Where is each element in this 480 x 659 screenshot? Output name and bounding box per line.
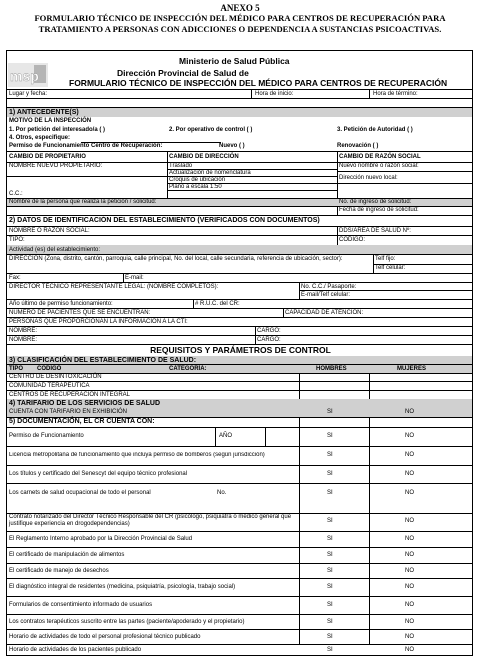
document-no: NO (405, 619, 414, 625)
document-no: NO (405, 518, 414, 524)
applicant-name-label: Nombre de la persona que realiza la petición / solicitud: (9, 199, 157, 205)
provincial-direction: Dirección Provincial de Salud de (117, 68, 249, 78)
section-5-title: 5) DOCUMENTACIÓN, EL CR CUENTA CON: (9, 418, 155, 425)
landline-label: Telf fijo: (375, 256, 396, 262)
document-no: NO (405, 433, 414, 439)
mobile-label: Telf celular: (375, 265, 406, 271)
document-yes: SI (327, 536, 333, 542)
motive-option-3: 3. Petición de Autoridad ( ) (337, 127, 413, 133)
document-yes: SI (327, 433, 333, 439)
document-yes: SI (327, 452, 333, 458)
document-row-label: El certificado de manejo de desechos (9, 568, 109, 574)
document-yes: SI (327, 552, 333, 558)
new-option: Nuevo ( ) (219, 143, 245, 149)
inspection-motive-heading: MOTIVO DE LA INSPECCIÓN (9, 118, 92, 124)
fax-label: Fax: (9, 275, 21, 281)
col-code: CÓDIGO (37, 366, 62, 372)
patients-count-label: NÚMERO DE PACIENTES QUE SE ENCUENTRAN: (9, 310, 151, 316)
document-yes: SI (327, 568, 333, 574)
document-row-label: Formularios de consentimiento informado de usuarios (9, 602, 153, 608)
requirements-title: REQUISITOS Y PARÁMETROS DE CONTROL (150, 345, 331, 355)
document-row-label: Los carnets de salud ocupacional de todo el personal (9, 490, 151, 496)
tariff-yes: SI (327, 409, 333, 415)
document-yes: SI (327, 602, 333, 608)
new-company-name-label: Nuevo nombre o razón social: (339, 163, 419, 169)
code-label: CÓDIGO: (339, 237, 366, 243)
transfer-label: Traslado (169, 163, 193, 169)
msp-logo-text: msp (10, 68, 39, 84)
classification-row: COMUNIDAD TERAPEUTICA (9, 383, 90, 389)
inspection-form (6, 50, 473, 656)
ruc-label: # R.U.C. del CR: (195, 301, 240, 307)
year-label: AÑO (219, 433, 233, 439)
address-label: DIRECCIÓN (Zona, distrito, cantón, parroquia, calle principal, No. del local, calle secundaria, referencia de ubicación, sector): (9, 256, 343, 262)
activities-label: Actividad (es) del establecimiento: (9, 247, 101, 253)
nomenclature-label: Actualización de nomenclatura (169, 170, 251, 176)
request-number-label: No. de ingreso de solicitud: (339, 199, 412, 205)
document-row-label: El certificado de manipulación de alimentos (9, 552, 125, 558)
document-no: NO (405, 602, 414, 608)
motive-option-1: 1. Por petición del interesado/a ( ) (9, 127, 106, 133)
document-no: NO (405, 536, 414, 542)
tariff-row-label: CUENTA CON TARIFARIO EN EXHIBICIÓN (9, 409, 128, 415)
last-permit-year-label: Año último de permiso funcionamiento: (9, 301, 113, 307)
document-row-label: Horario de actividades de los pacientes publicado (9, 647, 142, 653)
classification-row: CENTRO DE DESINTOXICACIÓN (9, 374, 102, 380)
location-sketch-label: Croquis de ubicación (169, 177, 226, 183)
type-label: TIPO: (9, 237, 25, 243)
section-1-title: 1) ANTECEDENTE(S) (9, 109, 79, 116)
document-no: NO (405, 647, 414, 653)
document-no: NO (405, 634, 414, 640)
col-type: TIPO (9, 366, 24, 372)
tariff-no: NO (405, 409, 414, 415)
classification-row: CENTROS DE RECUPERACIÓN INTEGRAL (9, 392, 131, 398)
col-women: MUJERES (397, 366, 427, 372)
capacity-label: CAPACIDAD DE ATENCIÓN: (285, 310, 364, 316)
renewal-option: Renovación ( ) (337, 143, 379, 149)
ci-label: C.C.: (9, 191, 23, 197)
section-4-title: 4) TARIFARIO DE LOS SERVICIOS DE SALUD (9, 400, 161, 407)
request-date-label: Fecha de ingreso de solicitud: (339, 207, 419, 213)
document-no: NO (405, 471, 414, 477)
number-label: No. (217, 490, 227, 496)
place-date-label: Lugar y fecha: (9, 91, 48, 97)
section-2-title: 2) DATOS DE IDENTIFICACIÓN DEL ESTABLECIMIENTO (VERIFICADOS CON DOCUMENTOS) (9, 217, 320, 224)
motive-option-2: 2. Por operativo de control ( ) (169, 127, 253, 133)
informant-1-name-label: NOMBRE: (9, 328, 38, 334)
document-yes: SI (327, 584, 333, 590)
col-category: CATEGORÍA: (169, 366, 207, 372)
change-company-name-heading: CAMBIO DE RAZÓN SOCIAL (339, 154, 421, 160)
plan-scale-label: Plano a escala 1:50 (169, 184, 222, 190)
document-yes: SI (327, 471, 333, 477)
document-yes: SI (327, 619, 333, 625)
document-no: NO (405, 584, 414, 590)
cti-info-label: PERSONAS QUE PROPORCIONAN LA INFORMACIÓN A LA CTI: (9, 319, 188, 325)
document-row-label: El diagnóstico integral de residentes (medicina, psiquiatría, psicología, trabajo social) (9, 584, 236, 590)
document-title-line-1: FORMULARIO TÉCNICO DE INSPECCIÓN DEL MÉDICO PARA CENTROS DE RECUPERACIÓN PARA (34, 13, 446, 23)
form-title: FORMULARIO TÉCNICO DE INSPECCIÓN DEL MÉDICO PARA CENTROS DE RECUPERACIÓN (69, 78, 448, 88)
informant-1-position-label: CARGO: (257, 328, 281, 334)
document-yes: SI (327, 634, 333, 640)
change-owner-heading: CAMBIO DE PROPIETARIO (9, 154, 86, 160)
document-row-label: Los contratos terapéuticos suscrito entre las partes (paciente/apoderado y el propietario) (9, 619, 245, 625)
email-label: E-mail: (125, 275, 144, 281)
document-row-label: Contrato notarizado del Director Técnico Responsable del CR (psicólogo, psiquiatra o médico general que justifique experiencia en drogodependencias) (9, 514, 292, 527)
informant-2-name-label: NOMBRE: (9, 337, 38, 343)
document-no: NO (405, 552, 414, 558)
ministry-name: Ministerio de Salud Pública (179, 56, 290, 66)
permit-label: Permiso de Funcionamiento Centro de Recuperación: (9, 143, 163, 149)
change-address-heading: CAMBIO DE DIRECCIÓN (169, 154, 239, 160)
id-passport-label: No. C.C./ Pasaporte: (301, 284, 357, 290)
document-row-label: Licencia metropolitana de funcionamiento que incluya permiso de bomberos (según jurisdicción) (9, 452, 265, 458)
document-row-label: Los títulos y certificado del Senescyt del equipo técnico profesional (9, 471, 188, 477)
company-name-label: NOMBRE O RAZÓN SOCIAL: (9, 228, 90, 234)
section-3-title: 3) CLASIFICACIÓN DEL ESTABLECIMIENTO DE SALUD: (9, 357, 197, 364)
dds-area-label: DDS/ÁREA DE SALUD Nº: (339, 228, 411, 234)
email-cell-label: E-mail/Telf celular: (301, 292, 351, 298)
document-no: NO (405, 490, 414, 496)
document-title-line-2: TRATAMIENTO A PERSONAS CON ADICCIONES O DEPENDENCIA A SUSTANCIAS PSICOACTIVAS. (38, 24, 442, 34)
start-time-label: Hora de inicio: (255, 91, 294, 97)
document-row-label: Permiso de Funcionamiento (9, 433, 84, 439)
document-yes: SI (327, 490, 333, 496)
document-yes: SI (327, 518, 333, 524)
document-no: NO (405, 452, 414, 458)
new-local-address-label: Dirección nuevo local: (339, 175, 398, 181)
annex-label: ANEXO 5 (220, 3, 260, 13)
col-men: HOMBRES (316, 366, 347, 372)
informant-2-position-label: CARGO: (257, 337, 281, 343)
document-row-label: Horario de actividades de todo el personal profesional técnico publicado (9, 634, 201, 640)
new-owner-name-label: NOMBRE NUEVO PROPIETARIO: (9, 163, 103, 169)
legal-representative-label: DIRECTOR TÉCNICO REPRESENTANTE LEGAL: (NOMBRE COMPLETOS): (9, 284, 219, 290)
document-yes: SI (327, 647, 333, 653)
end-time-label: Hora de término: (373, 91, 418, 97)
motive-option-4: 4. Otros, especifique: (9, 135, 71, 141)
document-no: NO (405, 568, 414, 574)
msp-logo (8, 63, 48, 87)
document-row-label: El Reglamento Interno aprobado por la Dirección Provincial de Salud (9, 536, 193, 542)
